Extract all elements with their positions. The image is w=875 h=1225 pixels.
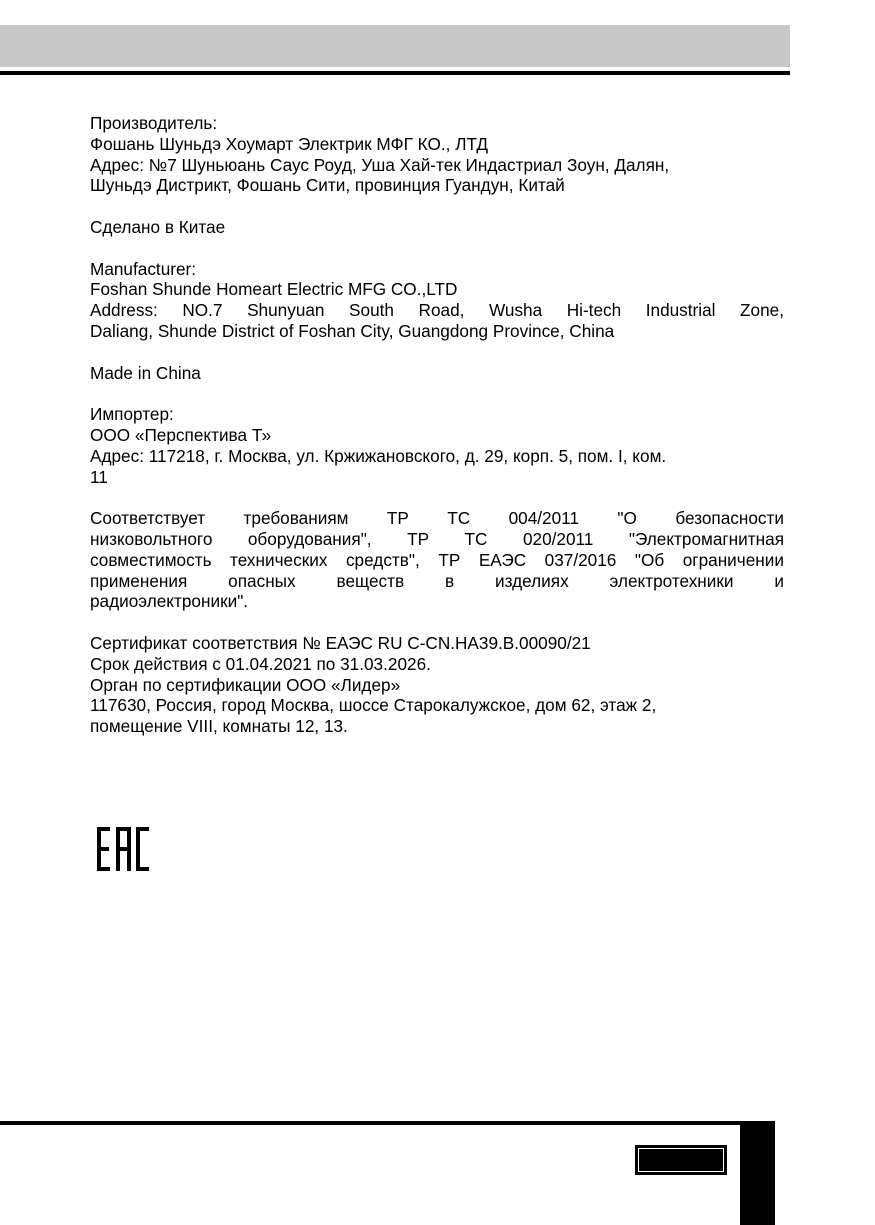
tesler-logo xyxy=(635,1145,727,1175)
manufacturer-en-address-line: Address: NO.7 Shunyuan South Road, Wusha Hi-tech Industrial Zone, xyxy=(90,300,784,321)
header-rule xyxy=(0,71,790,75)
certificate-block xyxy=(90,633,784,737)
certificate-number: Сертификат соответствия № ЕАЭС RU C-CN.НА39.В.00090/21 xyxy=(90,632,591,653)
manufacturer-en-block xyxy=(90,259,784,342)
manufacturer-ru-block xyxy=(90,113,784,196)
compliance-block xyxy=(90,508,784,612)
eac-mark-icon xyxy=(97,827,149,871)
compliance-line: применения опасных веществ в изделиях электротехники и xyxy=(90,570,784,591)
certification-body-address-line: 117630, Россия, город Москва, шоссе Старокалужское, дом 62, этаж 2, xyxy=(90,695,657,716)
manufacturer-en-label: Manufacturer: xyxy=(90,258,197,279)
importer-block xyxy=(90,404,784,487)
certification-body: Орган по сертификации ООО «Лидер» xyxy=(90,674,401,695)
compliance-line: радиоэлектроники". xyxy=(90,591,249,612)
importer-label: Импортер: xyxy=(90,404,174,425)
manufacturer-ru-label: Производитель: xyxy=(90,113,218,133)
importer-address-line: 11 xyxy=(90,466,108,487)
manufacturer-en-address-line: Daliang, Shunde District of Foshan City, Guangdong Province, China xyxy=(90,320,615,341)
footer-page-tab xyxy=(740,1121,775,1225)
manufacturer-ru-name: Фошань Шуньдэ Хоумарт Электрик МФГ КО., ЛТД xyxy=(90,133,489,154)
importer-name: ООО «Перспектива Т» xyxy=(90,424,272,445)
certification-body-address-line: помещение VIII, комнаты 12, 13. xyxy=(90,716,348,737)
compliance-line: низковольтного оборудования", ТР ТС 020/2011 "Электромагнитная xyxy=(90,528,784,549)
manufacturer-ru-address-line: Адрес: №7 Шуньюань Саус Роуд, Уша Хай-тек Индастриал Зоун, Далян, xyxy=(90,154,670,175)
compliance-line: Соответствует требованиям ТР ТС 004/2011 "О безопасности xyxy=(90,508,784,529)
manufacturer-ru-address-line: Шуньдэ Дистрикт, Фошань Сити, провинция Гуандун, Китай xyxy=(90,175,565,196)
certificate-validity: Срок действия с 01.04.2021 по 31.03.2026. xyxy=(90,653,431,674)
document-body xyxy=(90,113,784,758)
header-band xyxy=(0,25,790,67)
made-in-ru: Сделано в Китае xyxy=(90,216,226,237)
compliance-line: совместимость технических средств", ТР ЕАЭС 037/2016 "Об ограничении xyxy=(90,549,784,570)
made-in-en: Made in China xyxy=(90,362,201,383)
manufacturer-en-name: Foshan Shunde Homeart Electric MFG CO.,LTD xyxy=(90,279,458,300)
footer-rule xyxy=(0,1121,740,1125)
importer-address-line: Адрес: 117218, г. Москва, ул. Кржижановского, д. 29, корп. 5, пом. I, ком. xyxy=(90,445,667,466)
